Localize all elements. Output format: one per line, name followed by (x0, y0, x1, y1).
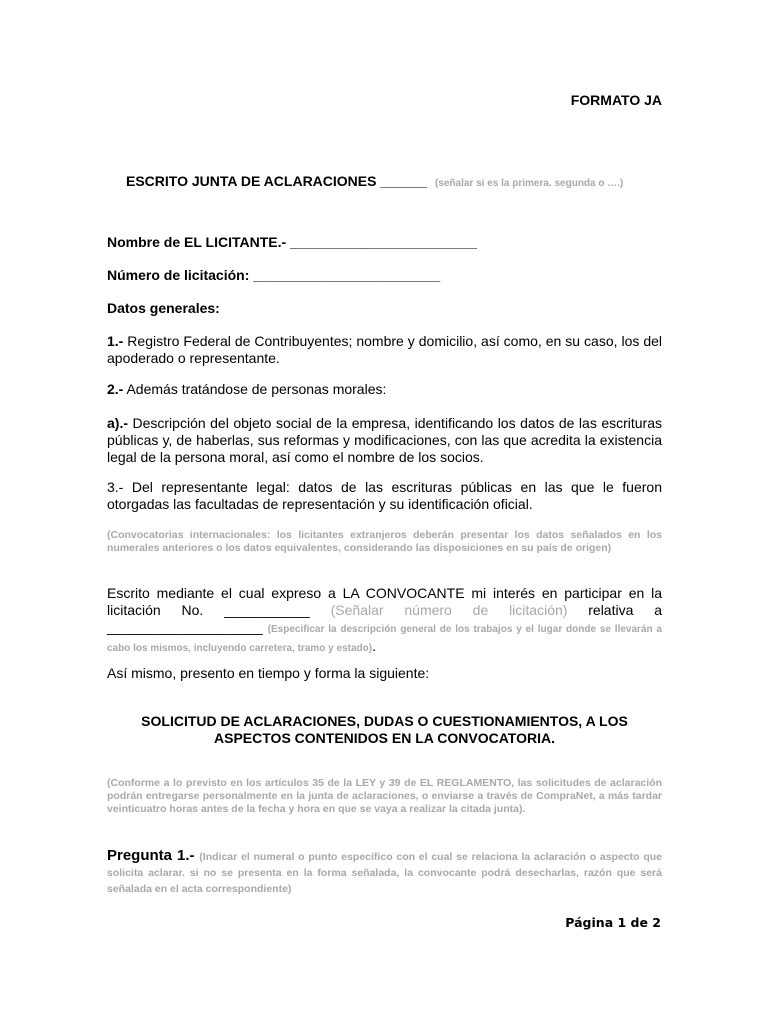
escrito-note: (señalar si es la primera. segunda o ….) (434, 178, 624, 189)
item-2-paragraph (107, 381, 662, 398)
convocante-paragraph (107, 585, 662, 657)
item-a-number: a).- (107, 415, 128, 431)
convocatorias-note: (Convocatorias internacionales: los licitantes extranjeros deberán presentar los datos señalados en los numerales anteriores o los datos equivalentes, considerando las disposiciones en su país de origen) (107, 529, 662, 554)
escrito-title-line (126, 173, 623, 189)
convocante-text-1: Escrito mediante el cual expreso a LA CONVOCANTE mi interés en participar en la licitación No. ___________ (107, 585, 662, 618)
pregunta-1-note: (Indicar el numeral o punto específico con el cual se relaciona la aclaración o aspecto que solicita aclarar. si no se presenta en la forma señalada, la convocante podrá desecharlas, razón que será señalada en el acta correspondiente) (107, 851, 663, 895)
item-1-text: Registro Federal de Contribuyentes; nombre y domicilio, así como, en su caso, los del apoderado o representante. (107, 333, 662, 366)
numero-licitacion-field: Número de licitación: ________________________ (107, 267, 441, 283)
pregunta-1-label: Pregunta 1.- (107, 847, 195, 864)
datos-generales-heading: Datos generales: (107, 300, 220, 316)
item-3-paragraph: 3.- Del representante legal: datos de las escrituras públicas en las que le fueron otorgadas las facultadas de representación y su identificación oficial. (107, 479, 662, 512)
item-2-text: Además tratándose de personas morales: (123, 381, 387, 397)
convocante-end: . (372, 638, 376, 654)
asimismo-paragraph: Así mismo, presento en tiempo y forma la siguiente: (107, 665, 430, 681)
trabajos-description-note: (Especificar la descripción general de los trabajos y el lugar donde se llevarán a cabo los mismos, incluyendo carretera, tramo y estado) (107, 624, 662, 654)
item-1-paragraph (107, 333, 662, 367)
conforme-note: (Conforme a lo previsto en los artículos 35 de la LEY y 39 de EL REGLAMENTO, las solicitudes de aclaración podrán entregarse personalmente en la junta de aclaraciones, o enviarse a través de CompraNet, a más tardar veinticuatro horas antes de la fecha y hora en que se vaya a realizar la citada junta). (107, 777, 662, 815)
pregunta-1-paragraph (107, 848, 662, 896)
item-a-paragraph (107, 415, 662, 466)
item-a-text: Descripción del objeto social de la empresa, identificando los datos de las escrituras públicas y, de haberlas, sus reformas y modificaciones, con las que acredita la existencia legal de la persona moral, así como el nombre de los socios. (107, 415, 662, 465)
escrito-title: ESCRITO JUNTA DE ACLARACIONES ______ (126, 173, 428, 189)
licitacion-number-note: (Señalar número de licitación) (330, 602, 568, 618)
format-label: FORMATO JA (570, 92, 662, 108)
solicitud-title: SOLICITUD DE ACLARACIONES, DUDAS O CUESTIONAMIENTOS, A LOS ASPECTOS CONTENIDOS EN LA CONVOCATORIA. (141, 713, 628, 746)
convocante-text-2: relativa a ____________________ (107, 602, 662, 635)
item-2-number: 2.- (107, 381, 124, 397)
page-number: Página 1 de 2 (565, 915, 661, 930)
item-1-number: 1.- (107, 333, 124, 349)
licitante-field: Nombre de EL LICITANTE.- ________________________ (107, 234, 477, 250)
